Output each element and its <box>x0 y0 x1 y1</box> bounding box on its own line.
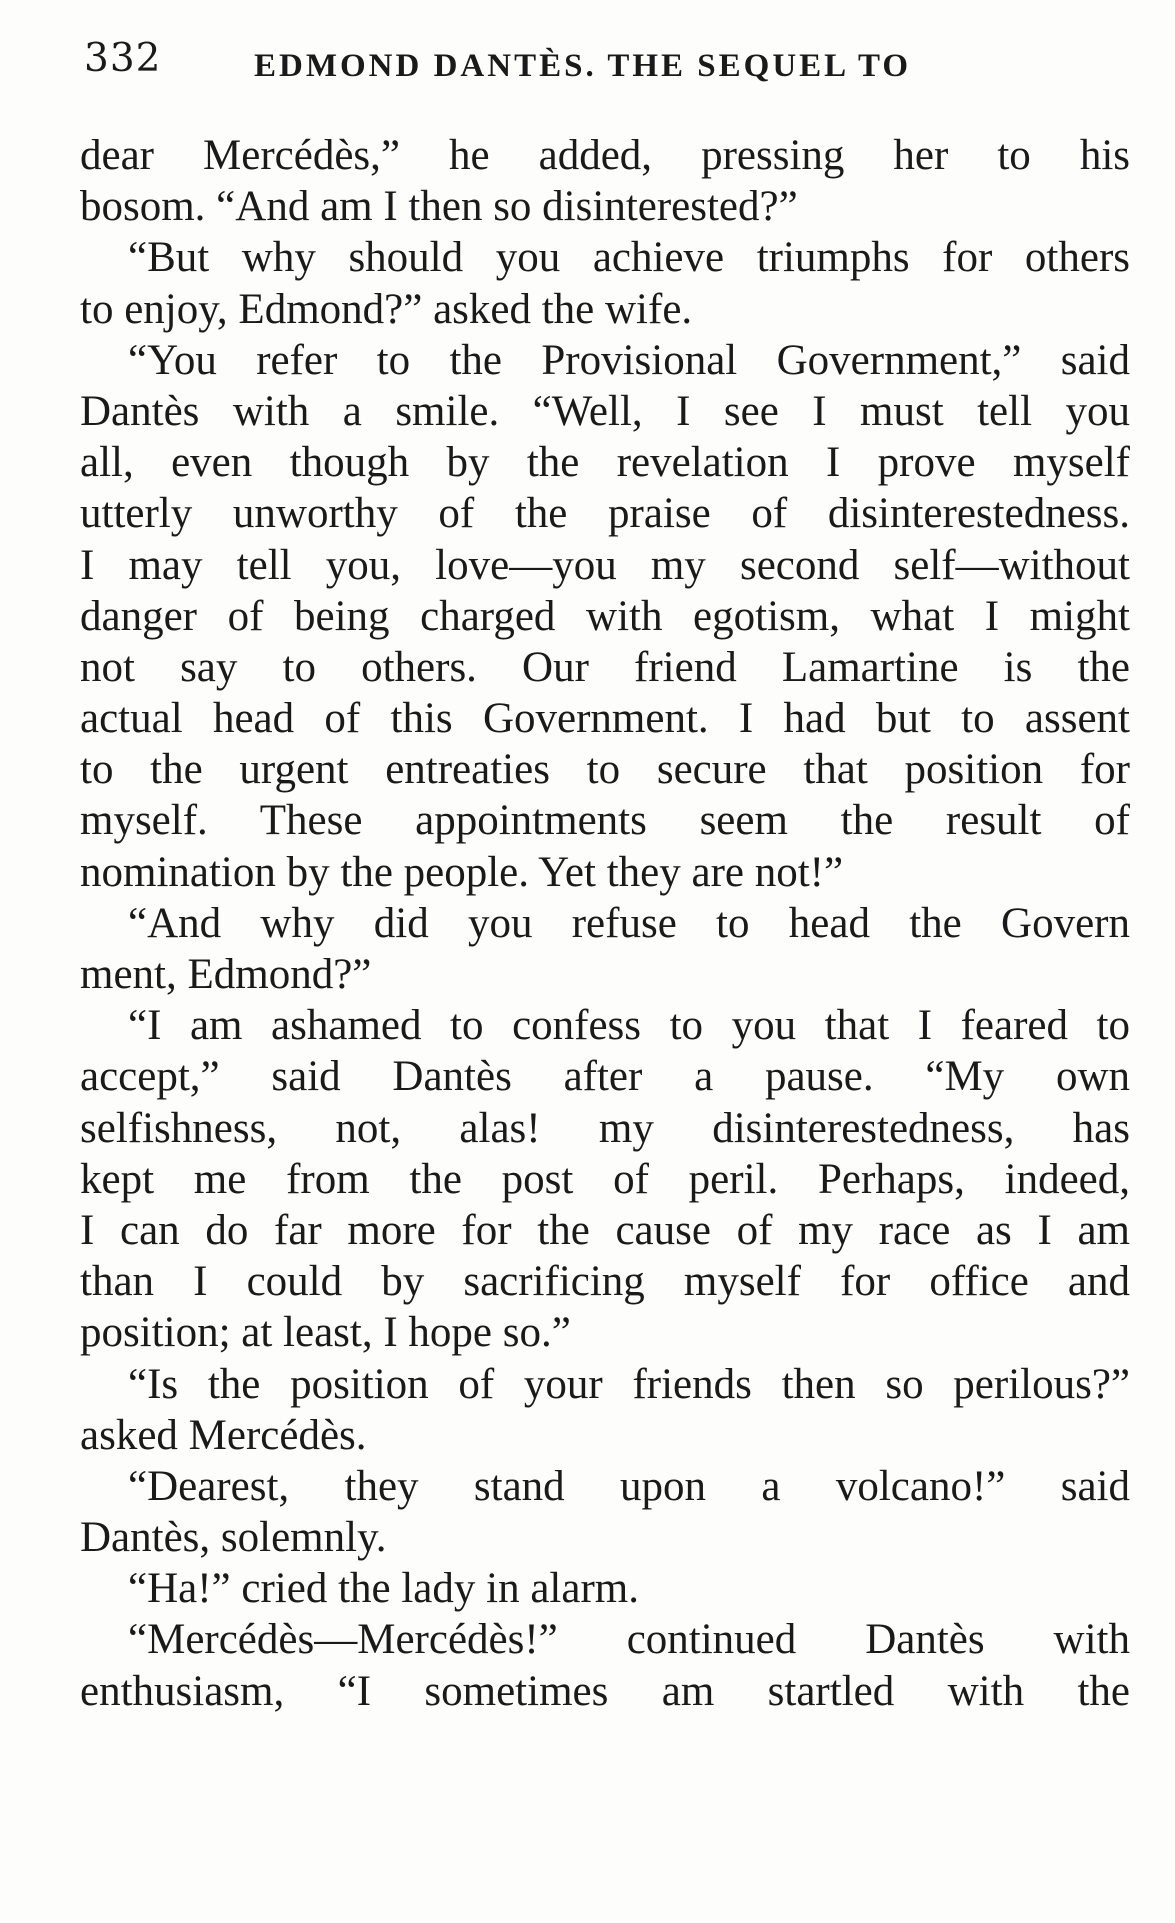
running-title: EDMOND DANTÈS. THE SEQUEL TO <box>254 48 912 84</box>
text-line: asked Mercédès. <box>80 1411 367 1459</box>
page-number: 332 <box>84 36 162 81</box>
text-line: accept,” said Dantès after a pause. “My own <box>80 1053 1130 1101</box>
text-line: enthusiasm, “I sometimes am startled with the <box>80 1667 1130 1715</box>
text-line: “Ha!” cried the lady in alarm. <box>128 1565 639 1613</box>
text-line: Dantès with a smile. “Well, I see I must tell you <box>80 387 1130 435</box>
text-line: to enjoy, Edmond?” asked the wife. <box>80 285 693 333</box>
text-line: danger of being charged with egotism, what I might <box>80 592 1130 640</box>
text-line: utterly unworthy of the praise of disinterestedness. <box>80 490 1130 538</box>
text-line: ment, Edmond?” <box>80 951 372 998</box>
text-line: kept me from the post of peril. Perhaps, indeed, <box>80 1155 1130 1203</box>
text-line: nomination by the people. Yet they are not!” <box>80 848 844 896</box>
text-line: “But why should you achieve triumphs for others <box>128 234 1130 282</box>
body-text <box>80 130 1130 1717</box>
text-line: actual head of this Government. I had but to assent <box>80 695 1130 743</box>
text-line: “And why did you refuse to head the Govern <box>128 899 1130 947</box>
text-line: “You refer to the Provisional Government,” said <box>128 336 1130 384</box>
text-line: dear Mercédès,” he added, pressing her to his <box>80 132 1130 179</box>
text-line: I may tell you, love—you my second self—without <box>80 541 1130 589</box>
text-line: “Dearest, they stand upon a volcano!” said <box>128 1462 1130 1510</box>
text-line: “I am ashamed to confess to you that I feared to <box>128 1002 1130 1050</box>
text-line: “Mercédès—Mercédès!” continued Dantès with <box>128 1616 1130 1664</box>
text-line: position; at least, I hope so.” <box>80 1309 571 1357</box>
text-line: Dantès, solemnly. <box>80 1514 387 1562</box>
text-line: all, even though by the revelation I prove myself <box>80 439 1130 487</box>
text-line: than I could by sacrificing myself for office and <box>80 1258 1130 1306</box>
text-line: selfishness, not, alas! my disinterestedness, has <box>80 1104 1130 1152</box>
running-head <box>84 36 1134 96</box>
text-line: “Is the position of your friends then so perilous?” <box>128 1360 1130 1408</box>
text-line: bosom. “And am I then so disinterested?” <box>80 183 798 231</box>
text-line: to the urgent entreaties to secure that position for <box>80 746 1130 794</box>
text-line: I can do far more for the cause of my race as I am <box>80 1206 1130 1254</box>
text-line: not say to others. Our friend Lamartine is the <box>80 643 1130 691</box>
text-line: myself. These appointments seem the result of <box>80 797 1130 845</box>
